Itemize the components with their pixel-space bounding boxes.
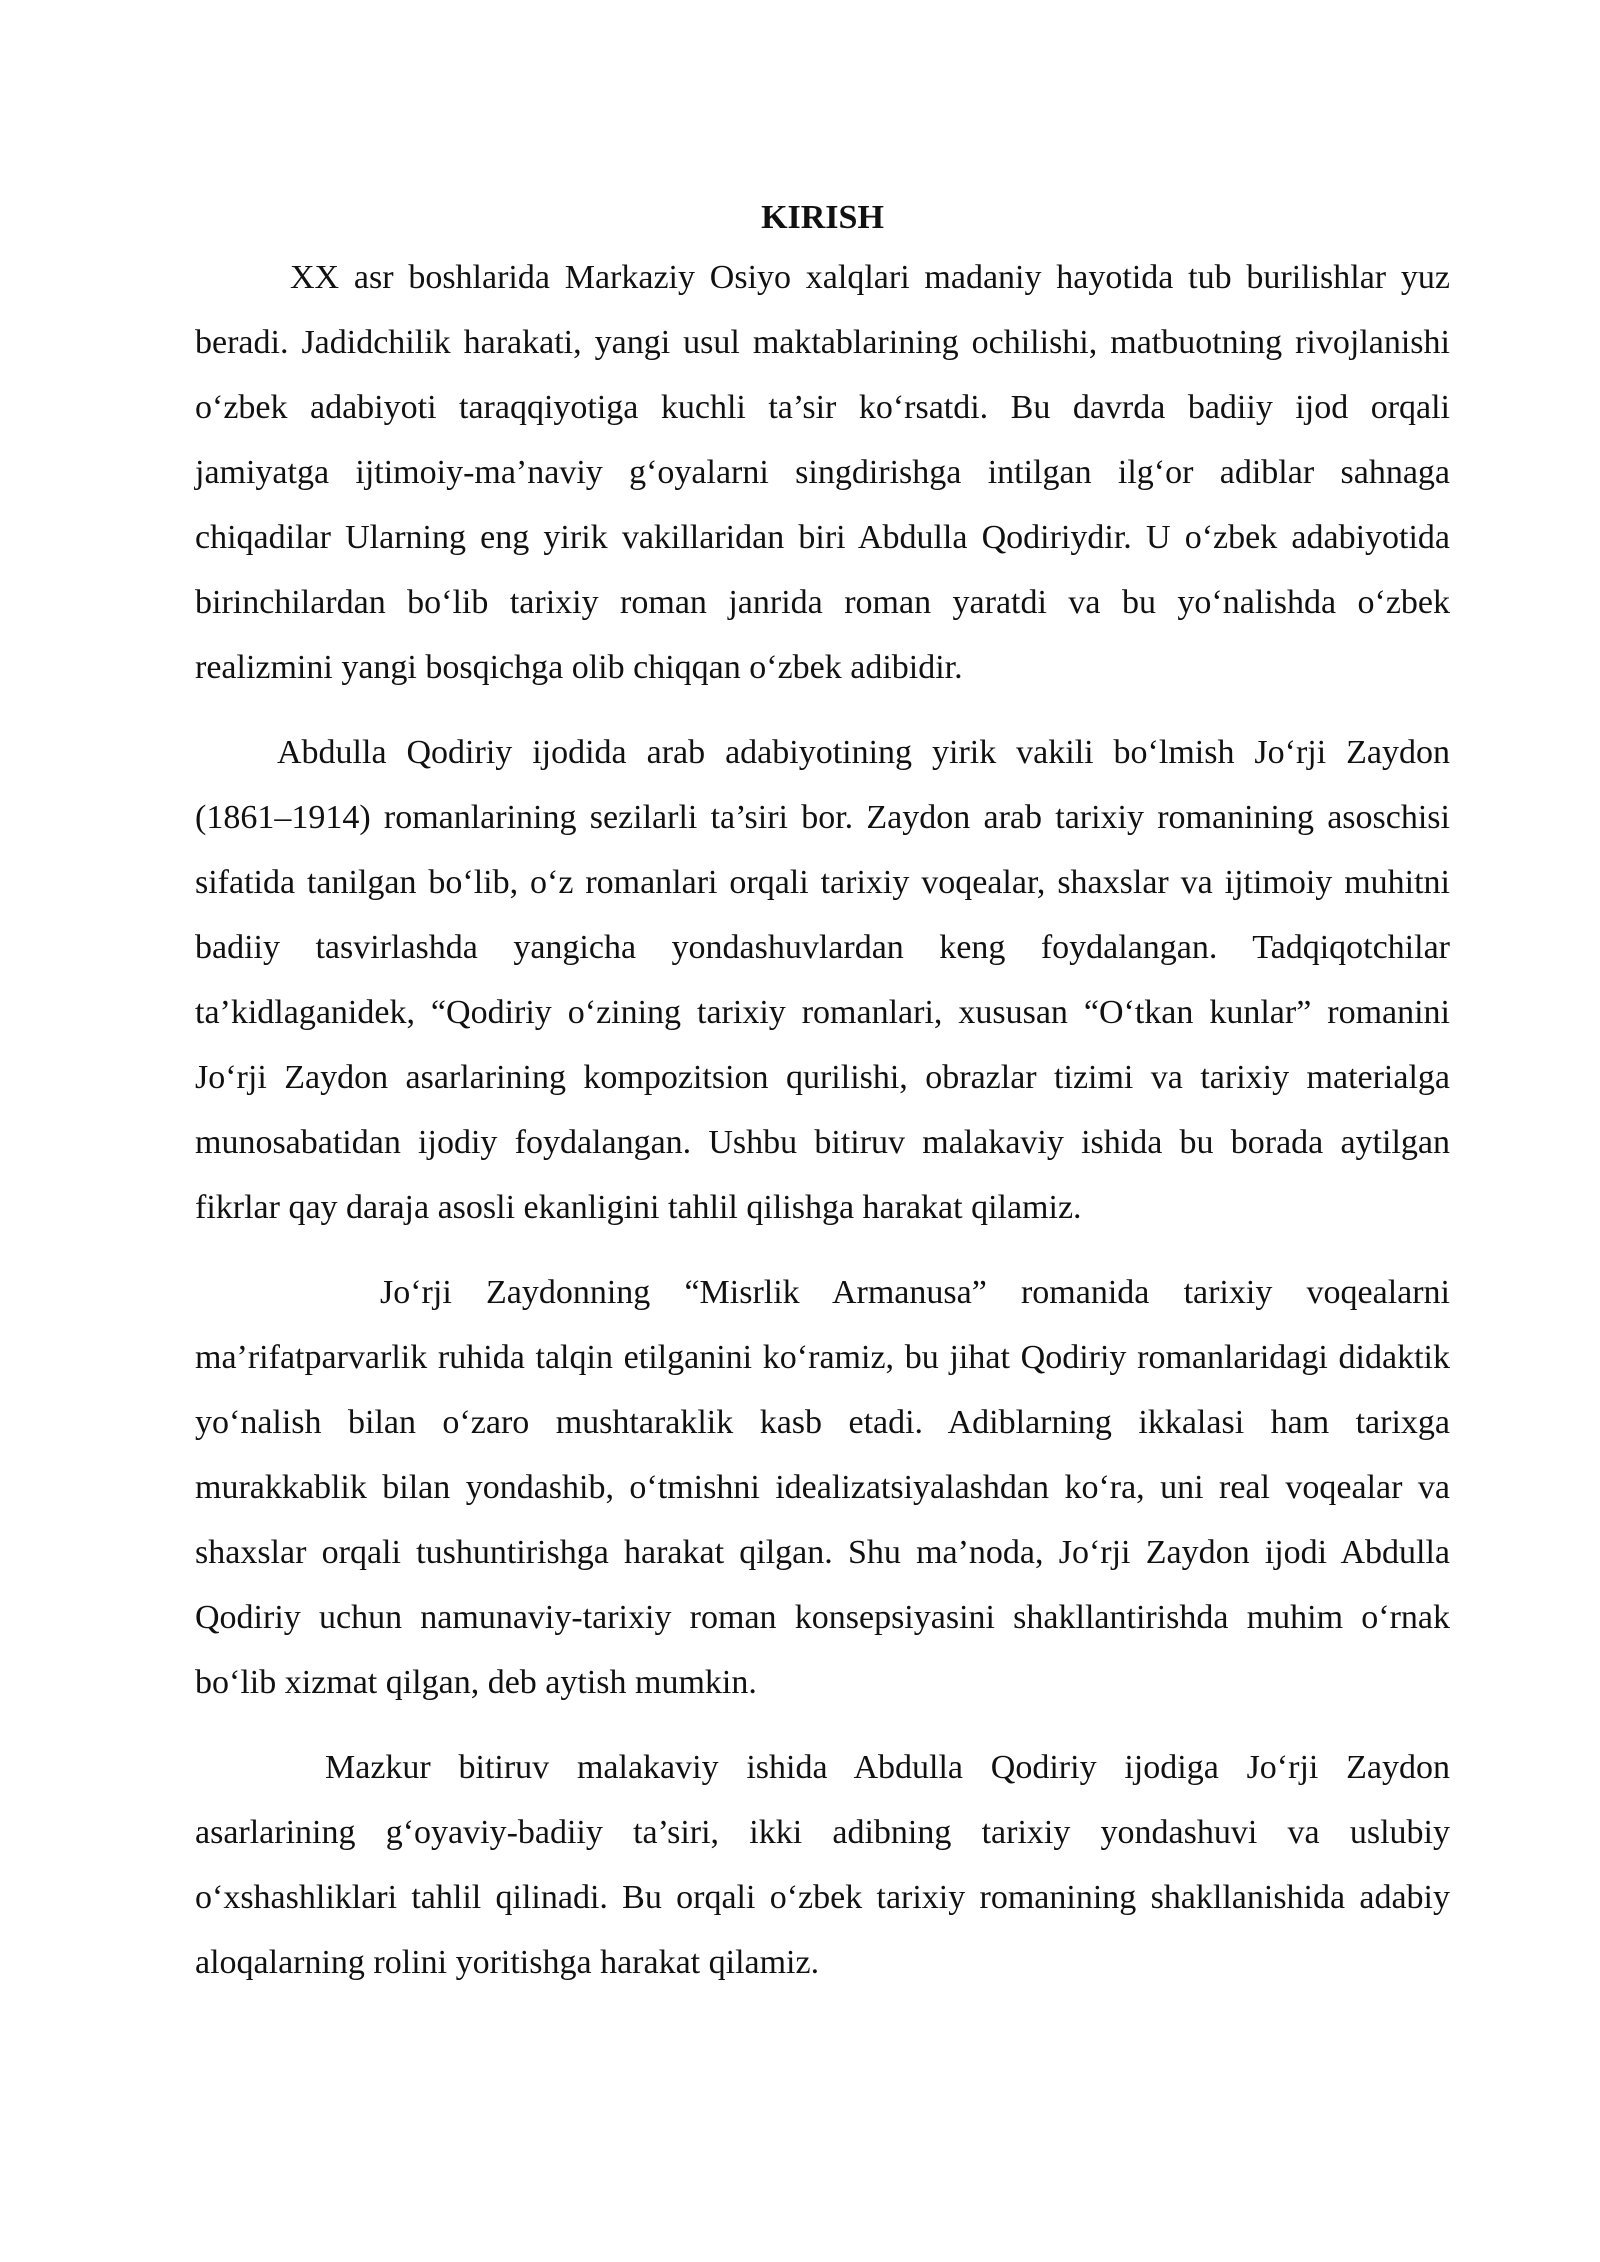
document-page [195,190,1450,1995]
section-title: KIRISH [761,199,884,236]
paragraph-2: Abdulla Qodiriy ijodida arab adabiyotining yirik vakili bo‘lmish Jo‘rji Zaydon (1861–1914) romanlarining sezilarli ta’siri bor. Zaydon arab tarixiy romanining asoschisi sifatida tanilgan bo‘lib, o‘z romanlari orqali tarixiy voqealar, shaxslar va ijtimoiy muhitni badiiy tasvirlashda yangicha yondashuvlardan keng foydalangan. Tadqiqotchilar ta’kidlaganidek, “Qodiriy o‘zining tarixiy romanlari, xususan “O‘tkan kunlar” romanini Jo‘rji Zaydon asarlarining kompozitsion qurilishi, obrazlar tizimi va tarixiy materialga munosabatidan ijodiy foydalangan. Ushbu bitiruv malakaviy ishida bu borada aytilgan fikrlar qay daraja asosli ekanligini tahlil qilishga harakat qilamiz. [195,734,1450,1226]
paragraph-3: Jo‘rji Zaydonning “Misrlik Armanusa” romanida tarixiy voqealarni ma’rifatparvarlik ruhida talqin etilganini ko‘ramiz, bu jihat Qodiriy romanlaridagi didaktik yo‘nalish bilan o‘zaro mushtaraklik kasb etadi. Adiblarning ikkalasi ham tarixga murakkablik bilan yondashib, o‘tmishni idealizatsiyalashdan ko‘ra, uni real voqealar va shaxslar orqali tushuntirishga harakat qilgan. Shu ma’noda, Jo‘rji Zaydon ijodi Abdulla Qodiriy uchun namunaviy-tarixiy roman konsepsiyasini shakllantirishda muhim o‘rnak bo‘lib xizmat qilgan, deb aytish mumkin. [195,1274,1450,1701]
paragraph-1: XX asr boshlarida Markaziy Osiyo xalqlari madaniy hayotida tub burilishlar yuz beradi. Jadidchilik harakati, yangi usul maktablarining ochilishi, matbuotning rivojlanishi o‘zbek adabiyoti taraqqiyotiga kuchli ta’sir ko‘rsatdi. Bu davrda badiiy ijod orqali jamiyatga ijtimoiy-ma’naviy g‘oyalarni singdirishga intilgan ilg‘or adiblar sahnaga chiqadilar Ularning eng yirik vakillaridan biri Abdulla Qodiriydir. U o‘zbek adabiyotida birinchilardan bo‘lib tarixiy roman janrida roman yaratdi va bu yo‘nalishda o‘zbek realizmini yangi bosqichga olib chiqqan o‘zbek adibidir. [195,259,1450,686]
paragraph-4: Mazkur bitiruv malakaviy ishida Abdulla Qodiriy ijodiga Jo‘rji Zaydon asarlarining g‘oyaviy-badiiy ta’siri, ikki adibning tarixiy yondashuvi va uslubiy o‘xshashliklari tahlil qilinadi. Bu orqali o‘zbek tarixiy romanining shakllanishida adabiy aloqalarning rolini yoritishga harakat qilamiz. [195,1749,1450,1981]
